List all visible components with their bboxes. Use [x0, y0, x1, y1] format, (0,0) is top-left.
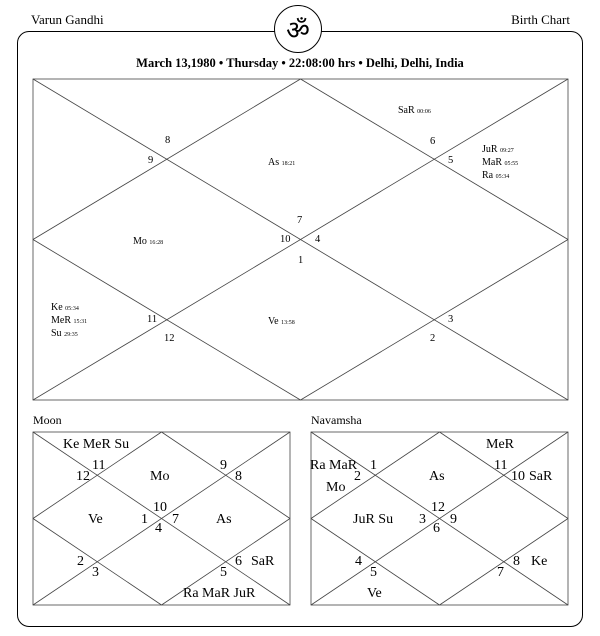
moon-house-number: 8	[235, 469, 242, 484]
main-house-number: 7	[297, 215, 303, 226]
planet-mars-retro: MaR 05:55	[482, 157, 519, 168]
navamsha-cell-right-top: SaR	[529, 469, 553, 484]
navamsha-house-number: 6	[433, 521, 440, 536]
moon-house-number: 9	[220, 458, 227, 473]
planet-saturn-retro: SaR 00:06	[398, 105, 431, 116]
main-house-number: 9	[148, 155, 154, 166]
navamsha-house-number: 2	[354, 469, 361, 484]
om-icon	[274, 5, 322, 53]
moon-house-number: 4	[155, 521, 162, 536]
moon-chart-title: Moon	[33, 413, 62, 427]
planet-sun: Su 29:35	[51, 328, 78, 339]
navamsha-cell-left-top-2: Mo	[326, 480, 346, 495]
birth-details: March 13,1980 • Thursday • 22:08:00 hrs • Delhi, Delhi, India	[136, 56, 464, 70]
navamsha-house-number: 9	[450, 512, 457, 527]
navamsha-house-number: 7	[497, 565, 504, 580]
moon-house-number: 3	[92, 565, 99, 580]
moon-cell-upper: Mo	[150, 469, 170, 484]
moon-house-number: 5	[220, 565, 227, 580]
main-house-number: 1	[298, 255, 304, 266]
navamsha-house-number: 5	[370, 565, 377, 580]
main-house-number: 8	[165, 135, 171, 146]
chart-type-label: Birth Chart	[511, 12, 570, 27]
main-house-number: 5	[448, 155, 454, 166]
navamsha-house-number: 11	[494, 458, 508, 473]
planet-mercury-retro: MeR 15:31	[51, 315, 88, 326]
moon-house-number: 11	[92, 458, 106, 473]
navamsha-house-number: 10	[511, 469, 525, 484]
navamsha-house-number: 1	[370, 458, 377, 473]
moon-cell-bottom: Ra MaR JuR	[183, 586, 256, 601]
planet-jupiter-retro: JuR 09:27	[482, 144, 514, 155]
navamsha-cell-bottom: Ve	[367, 586, 382, 601]
moon-house-number: 2	[77, 554, 84, 569]
moon-chart-grid	[33, 432, 290, 605]
navamsha-cell-left: JuR Su	[353, 512, 394, 527]
moon-house-number: 10	[153, 500, 167, 515]
navamsha-house-number: 8	[513, 554, 520, 569]
navamsha-cell-right-low: Ke	[531, 554, 548, 569]
moon-house-number: 6	[235, 554, 242, 569]
navamsha-cell-top: MeR	[486, 437, 514, 452]
navamsha-house-number: 3	[419, 512, 426, 527]
main-house-number: 11	[147, 314, 158, 325]
navamsha-cell-upper: As	[429, 469, 445, 484]
moon-cell-right-low: SaR	[251, 554, 275, 569]
main-chart-grid	[33, 79, 568, 400]
moon-house-number: 12	[76, 469, 90, 484]
planet-ascendant: As 18:21	[268, 157, 296, 168]
native-name: Varun Gandhi	[31, 12, 104, 27]
navamsha-house-number: 4	[355, 554, 362, 569]
planet-venus: Ve 13:58	[268, 316, 295, 327]
main-house-number: 12	[164, 333, 175, 344]
main-house-number: 2	[430, 333, 436, 344]
moon-cell-left: Ve	[88, 512, 103, 527]
moon-house-number: 7	[172, 512, 179, 527]
planet-moon: Mo 16:28	[133, 236, 164, 247]
om-symbol: ॐ	[286, 16, 310, 46]
main-house-number: 10	[280, 234, 291, 245]
moon-cell-right: As	[216, 512, 232, 527]
navamsha-chart-title: Navamsha	[311, 413, 362, 427]
main-house-number: 6	[430, 136, 436, 147]
planet-ketu: Ke 05:34	[51, 302, 79, 313]
moon-house-number: 1	[141, 512, 148, 527]
main-house-number: 4	[315, 234, 321, 245]
planet-rahu: Ra 05:34	[482, 170, 510, 181]
moon-cell-top: Ke MeR Su	[63, 437, 130, 452]
main-house-number: 3	[448, 314, 454, 325]
navamsha-house-number: 12	[431, 500, 445, 515]
navamsha-cell-left-top-1: Ra MaR	[310, 458, 358, 473]
